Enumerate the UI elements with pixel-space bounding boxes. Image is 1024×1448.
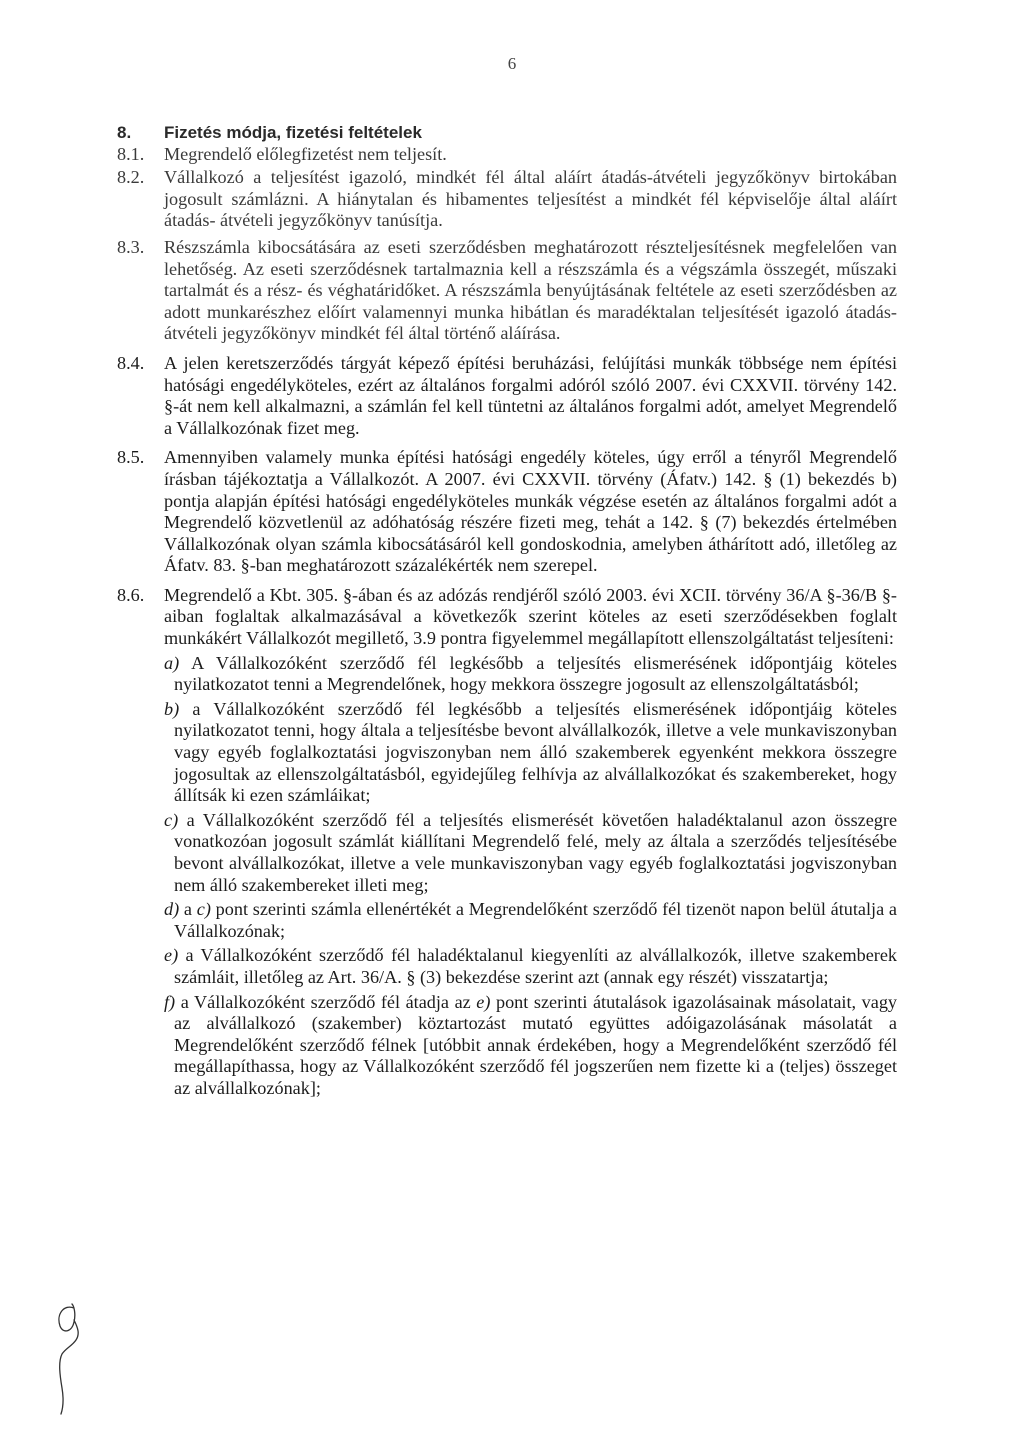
paragraph-text: Megrendelő előlegfizetést nem teljesít.	[164, 143, 447, 164]
paragraph-text: Vállalkozó a teljesítést igazoló, mindkét fél által aláírt átadás-átvételi jegyzőkönyv birtokában jogosult számlázni. A hiánytalan és hibamentes teljesítést a mindkét fél képviselője által aláírt átadás- átvételi jegyzőkönyv tanúsítja.	[164, 167, 897, 231]
subitem-reference: e)	[476, 991, 491, 1012]
subitem-text-pre: a	[183, 899, 197, 920]
handwritten-initials-icon	[36, 1290, 96, 1420]
paragraph-number: 8.5.	[117, 447, 145, 468]
subitem-reference: c)	[196, 899, 211, 920]
paragraph-8-5	[117, 447, 897, 577]
subitem-text-pre: a Vállalkozóként szerződő fél átadja az	[180, 991, 477, 1012]
subitem-text: a Vállalkozóként szerződő fél a teljesítés elismerését követően haladéktalanul azon összegre vonatkozóan jogosult számlát kiállítani Megrendelő felé, mely az általa a szerződés teljesítésébe bevont alvállalkozókat, illetve a vele munkaviszonyban vagy egyéb foglalkoztatási jogviszonyban nem álló szakembereket illeti meg;	[174, 809, 898, 895]
paragraph-text: Amennyiben valamely munka építési hatósági engedély köteles, úgy erről a tényről Megrendelő írásban tájékoztatja a Vállalkozót. A 2007. évi CXXVII. törvény (Áfatv.) 142. § (1) bekezdés b) pontja alapján építési hatósági engedélyköteles munkák végzése esetén az általános forgalmi adót a Megrendelő közvetlenül az adóhatóság részére fizeti meg, tehát a 142. § (7) bekezdés értelmében Vállalkozónak olyan számla kibocsátásáról kell gondoskodnia, amelyben áthárított adó, illetőleg az Áfatv. 83. §-ban meghatározott százalékérték nem szerepel.	[164, 447, 897, 576]
subitem-letter: d)	[164, 899, 180, 920]
subitem-letter: c)	[164, 809, 179, 830]
subitem-a	[164, 653, 897, 696]
paragraph-text: Megrendelő a Kbt. 305. §-ában és az adózás rendjéről szóló 2003. évi XCII. törvény 36/A §-36/B §-aiban foglaltak alkalmazásával a következők szerint köteles az eseti szerződésekben foglalt munkákért Vállalkozót megillető, 3.9 pontra figyelemmel megállapított ellenszolgáltatást teljesíteni:	[164, 584, 897, 649]
subitem-text: A Vállalkozóként szerződő fél legkésőbb a teljesítés elismerésének időpontjáig köteles nyilatkozatot tenni a Megrendelőnek, hogy mekkora összegre jogosult az ellenszolgáltatásból;	[174, 652, 898, 695]
subitem-text: a Vállalkozóként szerződő fél haladéktalanul kiegyenlíti az alvállalkozók, illetve szakemberek számláit, illetőleg az Art. 36/A. § (3) bekezdése szerint azt (annak egy részét) visszatartja;	[174, 945, 897, 987]
document-body	[117, 122, 897, 1100]
section-number: 8.	[117, 123, 132, 142]
paragraph-number: 8.4.	[117, 352, 145, 373]
subitem-d	[164, 899, 897, 942]
paragraph-number: 8.1.	[117, 143, 145, 164]
paragraph-number: 8.6.	[117, 584, 145, 605]
subitem-letter: b)	[164, 698, 180, 719]
section-title: Fizetés módja, fizetési feltételek	[164, 123, 422, 142]
subitem-b	[164, 699, 897, 807]
section-heading	[117, 122, 897, 144]
subitem-text: a Vállalkozóként szerződő fél legkésőbb a teljesítés elismerésének időpontjáig köteles nyilatkozatot tenni, hogy általa a teljesítésbe bevont alvállalkozók, illetve a vele munkaviszonyban vagy egyéb foglalkoztatási jogviszonyban nem álló szakemberek egyenként mekkora összegre jogosultak az ellenszolgáltatásból, egyidejűleg felhívja az alvállalkozókat és szakembereket, hogy állítsák ki ezen számláikat;	[174, 698, 897, 806]
paragraph-8-3	[117, 237, 897, 345]
paragraph-8-1	[117, 144, 897, 166]
subitem-e	[164, 945, 897, 988]
paragraph-number: 8.3.	[117, 236, 145, 257]
subitem-letter: f)	[164, 991, 176, 1012]
subitem-c	[164, 810, 897, 896]
subitem-text: pont szerinti átutalások igazolásainak másolatait, vagy az alvállalkozó (szakember) köztartozást mutató együttes adóigazolásának másolatát a Megrendelőként szerződő félnek [utóbbit annak érdekében, hogy a Megrendelőként szerződő fél megállapíthassa, hogy az Vállalkozóként szerződő fél jogszerűen nem fizette ki a (teljes) összeget az alvállalkozónak];	[174, 991, 898, 1098]
paragraph-8-2	[117, 167, 897, 232]
subitem-letter: a)	[164, 652, 180, 673]
subitem-text: pont szerinti számla ellenértékét a Megrendelőként szerződő fél tizenöt napon belül átutalja a Vállalkozónak;	[174, 899, 898, 941]
paragraph-number: 8.2.	[117, 167, 145, 188]
paragraph-8-4	[117, 353, 897, 439]
subitem-f	[164, 992, 897, 1100]
paragraph-8-6	[117, 585, 897, 650]
page-number: 6	[507, 54, 517, 73]
subitem-letter: e)	[164, 945, 179, 966]
paragraph-text: Részszámla kibocsátására az eseti szerződésben meghatározott részteljesítésnek megfelelően van lehetőség. Az eseti szerződésnek tartalmaznia kell a részszámla és a végszámla összegét, műszaki tartalmát és a rész- és véghatáridőket. A részszámla benyújtásának feltétele az eseti szerződésben az adott munkarészhez előírt valamennyi munka hibátlan és maradéktalan teljesítését igazoló átadás-átvételi jegyzőkönyv mindkét fél által történő aláírása.	[164, 236, 897, 344]
subitem-list	[164, 653, 897, 1100]
paragraph-text: A jelen keretszerződés tárgyát képező építési beruházási, felújítási munkák többsége nem építési hatósági engedélyköteles, ezért az általános forgalmi adóról szóló 2007. évi CXXVII. törvény 142. §-át nem kell alkalmazni, a számlán fel kell tüntetni az általános forgalmi adót, amelyet Megrendelő a Vállalkozónak fizet meg.	[164, 352, 897, 438]
